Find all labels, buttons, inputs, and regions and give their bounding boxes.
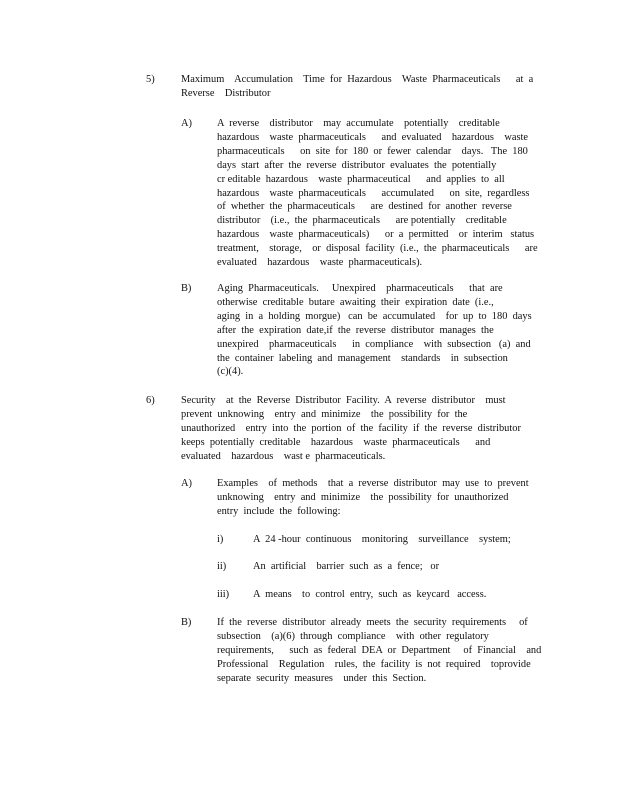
heading-line: unauthorized entry into the portion of the facility if the reverse distributor <box>181 422 521 434</box>
heading-line: prevent unknowing entry and minimize the possibility for the <box>181 408 468 420</box>
list-item-label: iii) <box>217 589 230 600</box>
list-item-label: ii) <box>217 561 227 572</box>
list-item-text: An artificial barrier such as a fence; or <box>253 561 440 572</box>
heading-line: keeps potentially creditable hazardous waste pharmaceuticals and <box>181 436 491 448</box>
list-item-text: A means to control entry, such as keycard access. <box>253 589 487 600</box>
text-line: Examples of methods that a reverse distributor may use to prevent <box>217 478 529 489</box>
text-line: Professional Regulation rules, the facility is not required toprovide <box>217 658 531 670</box>
text-line: hazardous waste pharmaceuticals) or a permitted or interim status <box>217 229 535 241</box>
text-line: pharmaceuticals on site for 180 or fewer calendar days. The 180 <box>217 145 528 157</box>
text-line: hazardous waste pharmaceuticals accumulated on site, regardless <box>217 187 530 199</box>
subsection-label: A) <box>181 478 192 489</box>
section-number: 5) <box>146 74 155 85</box>
text-line: subsection (a)(6) through compliance with other regulatory <box>217 630 489 642</box>
subsection-label: B) <box>181 617 192 628</box>
text-line: (c)(4). <box>217 366 244 378</box>
text-line: entry include the following: <box>217 505 341 517</box>
subsection-label: B) <box>181 283 192 294</box>
text-line: separate security measures under this Section. <box>217 672 427 684</box>
subsection-5a-text <box>217 117 539 270</box>
subsection-5b-text <box>217 282 535 379</box>
text-line: Aging Pharmaceuticals. Unexpired pharmaceuticals that are <box>217 283 503 294</box>
text-line: treatment, storage, or disposal facility (i.e., the pharmaceuticals are <box>217 243 538 255</box>
section-number: 6) <box>146 395 155 406</box>
text-line: otherwise creditable butare awaiting their expiration date (i.e., <box>217 296 494 308</box>
text-line: A reverse distributor may accumulate potentially creditable <box>217 118 500 129</box>
text-line: unexpired pharmaceuticals in compliance with subsection (a) and <box>217 338 531 350</box>
text-line: If the reverse distributor already meets the security requirements of <box>217 617 528 628</box>
subsection-label: A) <box>181 118 192 129</box>
section-heading <box>181 394 531 464</box>
text-line: cr editable hazardous waste pharmaceutical and applies to all <box>217 173 505 185</box>
text-line: of whether the pharmaceuticals are destined for another reverse <box>217 201 512 213</box>
text-line: hazardous waste pharmaceuticals and evaluated hazardous waste <box>217 131 529 143</box>
text-line: distributor (i.e., the pharmaceuticals are potentially creditable <box>217 215 507 227</box>
text-line: aging in a holding morgue) can be accumulated for up to 180 days <box>217 310 532 322</box>
list-item-text: A 24 -hour continuous monitoring surveillance system; <box>253 534 511 545</box>
text-line: after the expiration date,if the reverse distributor manages the <box>217 324 494 336</box>
list-item-label: i) <box>217 534 224 545</box>
heading-line: Maximum Accumulation Time for Hazardous Waste Pharmaceuticals at a <box>181 74 534 85</box>
subsection-6b-text <box>217 616 541 686</box>
text-line: evaluated hazardous waste pharmaceuticals). <box>217 257 423 269</box>
text-line: unknowing entry and minimize the possibility for unauthorized <box>217 491 509 503</box>
heading-line: Security at the Reverse Distributor Facility. A reverse distributor must <box>181 395 506 406</box>
text-line: requirements, such as federal DEA or Department of Financial and <box>217 644 542 656</box>
text-line: days start after the reverse distributor evaluates the potentially <box>217 159 497 171</box>
text-line: the container labeling and management standards in subsection <box>217 352 508 364</box>
section-heading <box>181 73 538 101</box>
heading-line: evaluated hazardous wast e pharmaceuticals. <box>181 450 386 462</box>
heading-line: Reverse Distributor <box>181 87 271 99</box>
subsection-6a-text <box>217 477 533 519</box>
